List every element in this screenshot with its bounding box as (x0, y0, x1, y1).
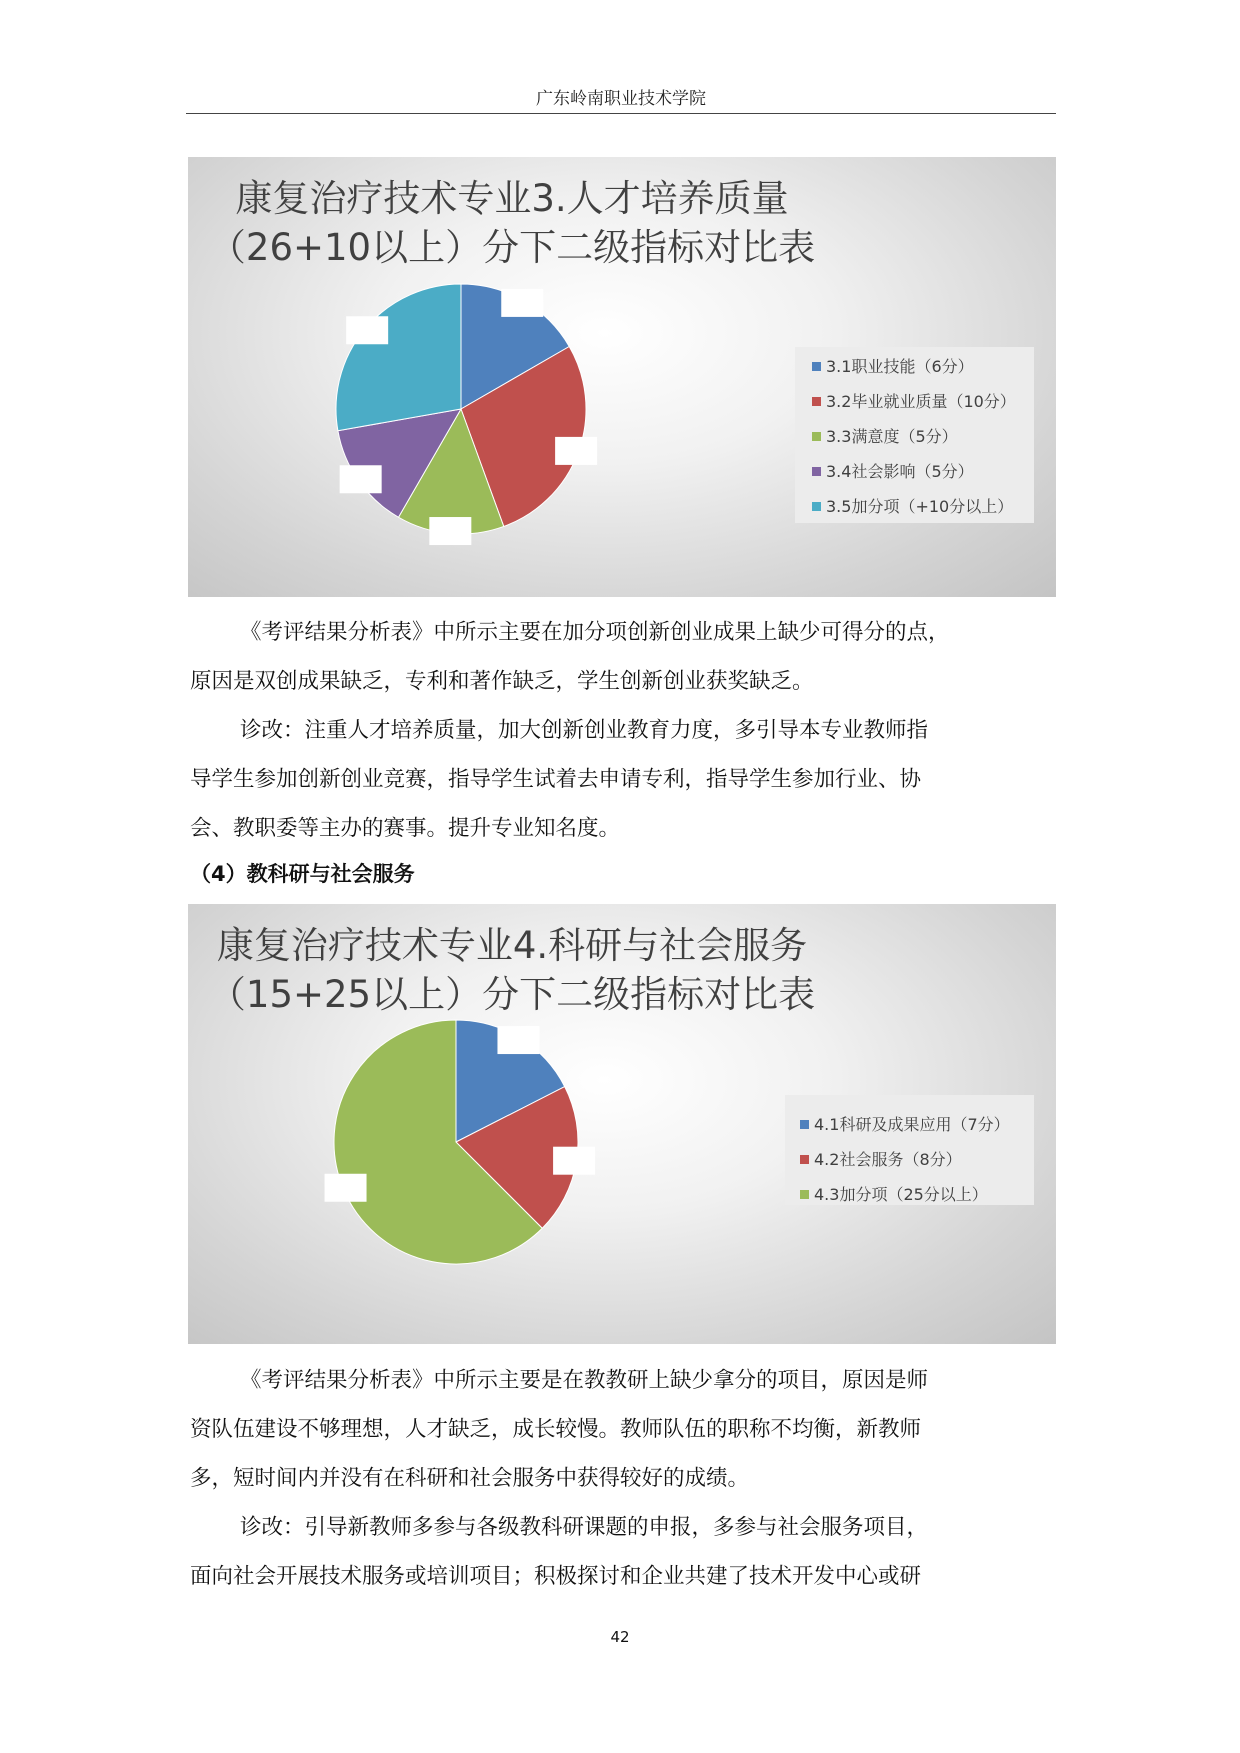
paragraph-analysis-1 (190, 608, 1050, 853)
legend-swatch (812, 502, 821, 511)
legend-label: 3.1职业技能（6分） (826, 357, 974, 376)
legend-label: 4.2社会服务（8分） (814, 1150, 962, 1169)
text-line: 会、教职委等主办的赛事。提升专业知名度。 (190, 816, 621, 841)
data-label-box (501, 289, 543, 317)
legend-label: 3.2毕业就业质量（10分） (826, 392, 1016, 411)
section-heading: （4）教科研与社会服务 (190, 862, 415, 886)
text-line: 多，短时间内并没有在科研和社会服务中获得较好的成绩。 (190, 1466, 750, 1491)
legend-swatch (812, 397, 821, 406)
data-label-box (325, 1174, 367, 1202)
pie-slices (334, 1020, 578, 1264)
legend-swatch (812, 467, 821, 476)
paragraph-analysis-2 (190, 1356, 1050, 1601)
pie-chart-talent-quality (188, 157, 1056, 597)
legend-swatch (800, 1190, 809, 1199)
data-label-box (555, 437, 597, 465)
data-label-box (346, 316, 388, 344)
chart-subtitle: （15+25以上）分下二级指标对比表 (208, 973, 816, 1016)
chart-subtitle: （26+10以上）分下二级指标对比表 (208, 226, 816, 269)
text-line: 《考评结果分析表》中所示主要是在教教研上缺少拿分的项目，原因是师 (240, 1368, 929, 1393)
pie-slice (336, 284, 461, 431)
legend-label: 3.4社会影响（5分） (826, 462, 974, 481)
data-label-box (497, 1026, 539, 1054)
legend-label: 4.1科研及成果应用（7分） (814, 1115, 1010, 1134)
legend-swatch (812, 432, 821, 441)
chart-title: 康复治疗技术专业4.科研与社会服务 (216, 924, 808, 967)
text-line: 诊改：注重人才培养质量，加大创新创业教育力度，多引导本专业教师指 (240, 718, 929, 743)
text-line: 资队伍建设不够理想，人才缺乏，成长较慢。教师队伍的职称不均衡，新教师 (190, 1417, 922, 1442)
page-header: 广东岭南职业技术学院 (536, 89, 706, 109)
text-line: 导学生参加创新创业竞赛，指导学生试着去申请专利，指导学生参加行业、协 (190, 767, 922, 792)
header-rule (186, 113, 1056, 114)
text-line: 诊改：引导新教师多参与各级教科研课题的申报，多参与社会服务项目， (240, 1515, 929, 1540)
legend-swatch (800, 1155, 809, 1164)
page-number: 42 (610, 1628, 630, 1646)
text-line: 面向社会开展技术服务或培训项目；积极探讨和企业共建了技术开发中心或研 (190, 1564, 922, 1589)
data-label-box (553, 1147, 595, 1175)
text-line: 《考评结果分析表》中所示主要在加分项创新创业成果上缺少可得分的点， (240, 620, 950, 645)
chart-title: 康复治疗技术专业3.人才培养质量 (235, 177, 789, 220)
text-line: 原因是双创成果缺乏，专利和著作缺乏，学生创新创业获奖缺乏。 (190, 669, 814, 694)
legend-label: 3.3满意度（5分） (826, 427, 958, 446)
pie-chart-research-service (188, 904, 1056, 1344)
legend-swatch (812, 362, 821, 371)
data-label-box (340, 465, 382, 493)
data-label-box (429, 517, 471, 545)
legend-label: 3.5加分项（+10分以上） (826, 497, 1014, 516)
legend-label: 4.3加分项（25分以上） (814, 1185, 988, 1204)
legend-swatch (800, 1120, 809, 1129)
